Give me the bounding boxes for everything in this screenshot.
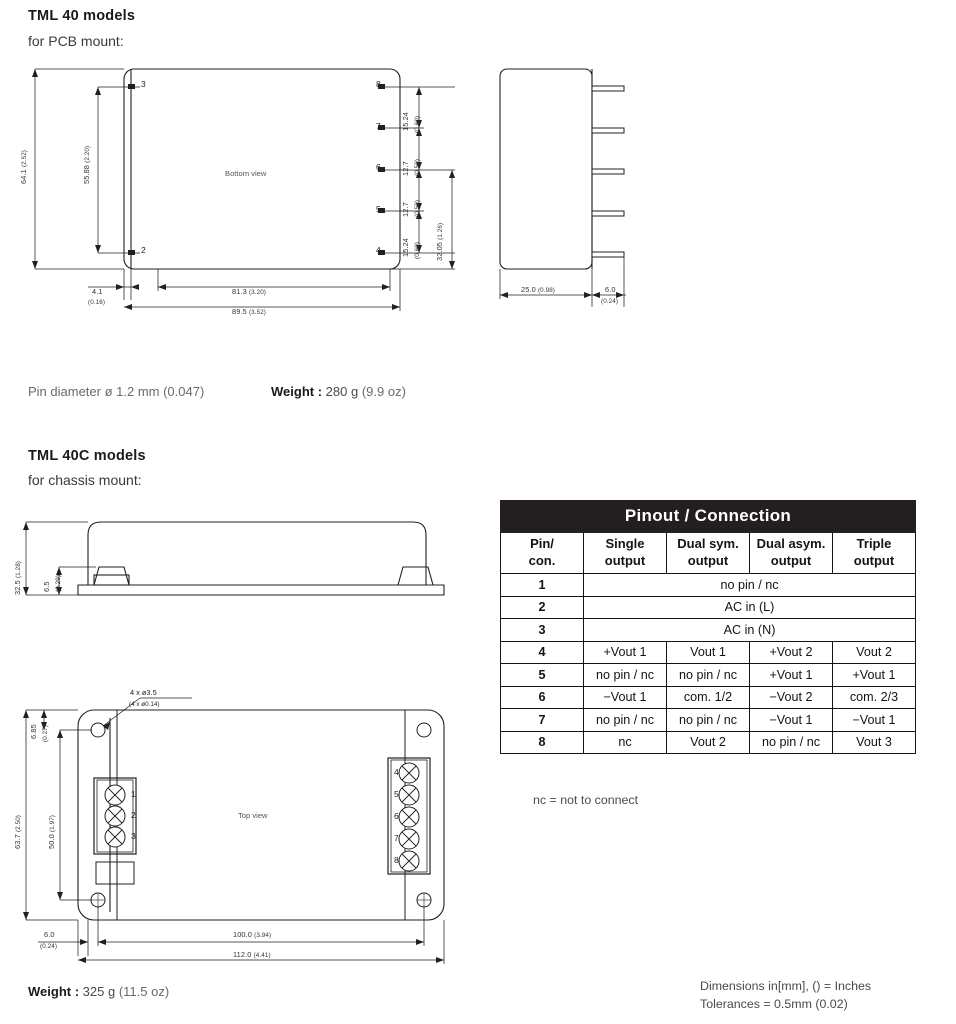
pinout-cell-pin: 5 — [501, 664, 584, 687]
pinout-col-pin: Pin/ con. — [501, 533, 584, 574]
pcb-weight-label: Weight : — [271, 384, 323, 399]
pcb-weight-value: 280 g — [325, 384, 359, 399]
pinout-cell-single: no pin / nc — [584, 664, 667, 687]
dim-chassis-hole-span: 50.0 (1.97) — [47, 814, 56, 849]
pinout-cell-dual-asym: +Vout 1 — [750, 664, 833, 687]
dim-pcb-side-pin-length: 6.0 — [605, 285, 616, 294]
chassis-hole-callout: 4 x ø3.5 — [130, 688, 157, 697]
chassis-weight-alt: (11.5 oz) — [118, 984, 170, 999]
pinout-table-title: Pinout / Connection — [501, 501, 916, 533]
chassis-terminal-label-3: 3 — [131, 831, 136, 841]
dim-pcb-p8-p7: 15.24 — [401, 112, 410, 131]
dim-pcb-p7-p6-inch: (0.50) — [414, 158, 421, 176]
pcb-weight-alt: (9.9 oz) — [361, 384, 406, 399]
dim-pcb-p8-p7-inch: (0.60) — [414, 115, 421, 133]
pinout-cell-dual-sym: Vout 1 — [667, 641, 750, 664]
pcb-pin-label-5: 5 — [376, 204, 381, 214]
pcb-pin-label-6: 6 — [376, 162, 381, 172]
pinout-cell-triple: Vout 2 — [833, 641, 916, 664]
pinout-cell-dual-sym: Vout 2 — [667, 731, 750, 754]
dim-chassis-hole-offset-inch: (0.27) — [42, 724, 49, 742]
pcb-weight-note — [271, 384, 406, 399]
pinout-cell-triple: Vout 3 — [833, 731, 916, 754]
pinout-cell-single: nc — [584, 731, 667, 754]
dim-pcb-pin-span-width: 81.3 (3.20) — [232, 287, 267, 296]
pinout-cell-dual-asym: −Vout 1 — [750, 709, 833, 732]
table-row — [501, 709, 916, 732]
dim-pcb-p5-p4: 15.24 — [401, 238, 410, 257]
dim-pcb-left-offset: 4.1 — [92, 287, 103, 296]
pcb-pin-label-3: 3 — [141, 79, 146, 89]
table-row — [501, 664, 916, 687]
chassis-terminal-label-5: 5 — [394, 789, 399, 799]
pinout-col-single: Single output — [584, 533, 667, 574]
dim-chassis-overall-depth: 63.7 (2.50) — [13, 814, 22, 849]
pinout-cell-pin: 4 — [501, 641, 584, 664]
dim-pcb-p6-p4: 32.05 (1.26) — [435, 222, 444, 261]
pcb-pin-label-8: 8 — [376, 79, 381, 89]
dim-chassis-hole-offset: 6.85 — [29, 724, 38, 739]
pcb-bottom-view-label: Bottom view — [225, 169, 267, 178]
chassis-terminal-label-2: 2 — [131, 810, 136, 820]
table-row — [501, 619, 916, 642]
dim-pcb-pin-span-height: 55.88 (2.20) — [82, 145, 91, 184]
chassis-hole-callout-inch: (4 x ø0.14) — [129, 701, 160, 708]
chassis-section-title: TML 40C models — [28, 448, 146, 464]
chassis-terminal-label-1: 1 — [131, 789, 136, 799]
dim-chassis-left-margin-inch: (0.24) — [40, 943, 58, 950]
dim-chassis-height: 32.5 (1.28) — [13, 560, 22, 595]
dim-chassis-foot-height: 6.5 — [42, 581, 51, 592]
chassis-terminal-label-4: 4 — [394, 767, 399, 777]
pinout-cell-dual-sym: no pin / nc — [667, 664, 750, 687]
pinout-col-dual-asym: Dual asym. output — [750, 533, 833, 574]
chassis-section-subtitle: for chassis mount: — [28, 472, 142, 488]
table-row — [501, 686, 916, 709]
table-row — [501, 641, 916, 664]
pinout-footnote: nc = not to connect — [533, 793, 639, 807]
dim-pcb-p6-p5: 12.7 — [401, 202, 410, 217]
pinout-cell-single: +Vout 1 — [584, 641, 667, 664]
chassis-weight-value: 325 g — [82, 984, 116, 999]
pcb-pin-label-4: 4 — [376, 245, 381, 255]
pcb-side-view-drawing — [480, 55, 700, 330]
pinout-cell-triple: −Vout 1 — [833, 709, 916, 732]
pcb-pin-label-2: 2 — [141, 245, 146, 255]
dim-chassis-overall-width: 112.0 (4.41) — [233, 950, 271, 959]
pinout-cell-pin: 2 — [501, 596, 584, 619]
pinout-cell-dual-asym: +Vout 2 — [750, 641, 833, 664]
table-row — [501, 731, 916, 754]
pinout-cell-triple: +Vout 1 — [833, 664, 916, 687]
chassis-terminal-label-6: 6 — [394, 811, 399, 821]
pinout-cell-pin: 7 — [501, 709, 584, 732]
table-row — [501, 596, 916, 619]
chassis-weight-label: Weight : — [28, 984, 80, 999]
chassis-terminal-label-7: 7 — [394, 833, 399, 843]
pinout-cell-triple: com. 2/3 — [833, 686, 916, 709]
dimensions-note: Dimensions in[mm], () = Inches — [700, 979, 872, 993]
pinout-cell-single: no pin / nc — [584, 709, 667, 732]
dim-pcb-left-offset-inch: (0.16) — [88, 299, 106, 306]
pinout-cell-pin: 6 — [501, 686, 584, 709]
footer-notes — [700, 978, 871, 1014]
chassis-top-view-drawing — [0, 680, 470, 970]
pin-diameter-note: Pin diameter ø 1.2 mm (0.047) — [28, 384, 205, 399]
pinout-cell-merged: AC in (L) — [584, 596, 916, 619]
pinout-cell-dual-asym: no pin / nc — [750, 731, 833, 754]
pinout-table-container — [500, 500, 916, 754]
pinout-cell-dual-sym: com. 1/2 — [667, 686, 750, 709]
pinout-table — [500, 500, 916, 754]
pinout-cell-pin: 8 — [501, 731, 584, 754]
dim-pcb-overall-height: 64.1 (2.52) — [19, 149, 28, 184]
dim-chassis-hole-width-span: 100.0 (3.94) — [233, 930, 272, 939]
chassis-weight-note — [28, 984, 169, 999]
pinout-table-body — [501, 574, 916, 754]
pcb-pin-label-7: 7 — [376, 121, 381, 131]
dim-pcb-side-pin-length-inch: (0.24) — [601, 298, 619, 305]
dim-pcb-p7-p6: 12.7 — [401, 161, 410, 176]
dim-chassis-left-margin: 6.0 — [44, 930, 55, 939]
dim-pcb-side-body-width: 25.0 (0.98) — [521, 285, 556, 294]
pinout-cell-pin: 3 — [501, 619, 584, 642]
pinout-cell-dual-sym: no pin / nc — [667, 709, 750, 732]
dim-pcb-p6-p5-inch: (0.50) — [414, 199, 421, 217]
table-row — [501, 574, 916, 597]
pinout-cell-pin: 1 — [501, 574, 584, 597]
chassis-top-view-label: Top view — [238, 811, 268, 820]
dim-pcb-p5-p4-inch: (0.60) — [414, 241, 421, 259]
pinout-col-triple: Triple output — [833, 533, 916, 574]
dim-chassis-foot-height-inch: (0.29) — [55, 574, 62, 592]
chassis-terminal-label-8: 8 — [394, 855, 399, 865]
chassis-side-view-drawing — [0, 505, 470, 615]
dim-pcb-overall-width: 89.5 (3.52) — [232, 307, 267, 316]
pinout-cell-single: −Vout 1 — [584, 686, 667, 709]
tolerances-note: Tolerances = 0.5mm (0.02) — [700, 996, 848, 1011]
pinout-cell-dual-asym: −Vout 2 — [750, 686, 833, 709]
pcb-section-subtitle: for PCB mount: — [28, 33, 124, 49]
pcb-section-title: TML 40 models — [28, 8, 136, 24]
pinout-cell-merged: no pin / nc — [584, 574, 916, 597]
pinout-cell-merged: AC in (N) — [584, 619, 916, 642]
pinout-col-dual-sym: Dual sym. output — [667, 533, 750, 574]
